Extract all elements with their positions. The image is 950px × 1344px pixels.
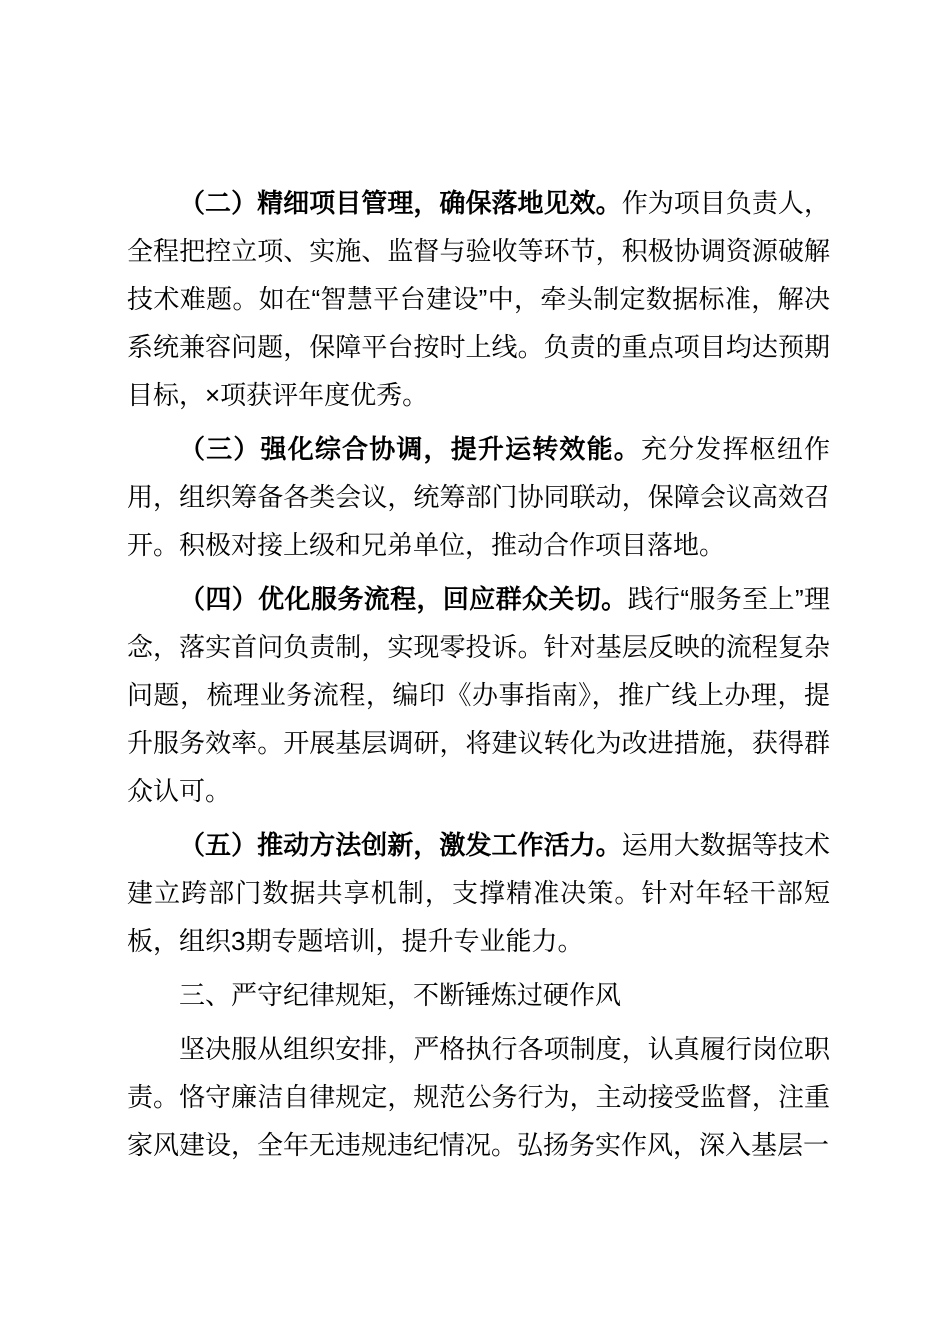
paragraph-part-3-body [127, 1025, 830, 1169]
paragraph-section-2-text: 作为项目负责人，全程把控立项、实施、监督与验收等环节，积极协调资源破解技术难题。如在“智慧平台建设”中，牵头制定数据标准，解决系统兼容问题，保障平台按时上线。负责的重点项目均达预期目标，×项获评年度优秀。 [127, 188, 830, 410]
paragraph-section-5-lead: （五）推动方法创新，激发工作活力。 [179, 830, 622, 860]
paragraph-section-3 [127, 425, 830, 569]
paragraph-section-5-text: 运用大数据等技术建立跨部门数据共享机制，支撑精准决策。针对年轻干部短板，组织3期专题培训，提升专业能力。 [127, 830, 830, 956]
paragraph-section-4-lead: （四）优化服务流程，回应群众关切。 [179, 584, 628, 614]
heading-part-3 [127, 971, 830, 1019]
heading-part-3-text: 三、严守纪律规矩，不断锤炼过硬作风 [179, 980, 622, 1010]
document-body [127, 179, 830, 1169]
paragraph-part-3-text: 坚决服从组织安排，严格执行各项制度，认真履行岗位职责。恪守廉洁自律规定，规范公务行为，主动接受监督，注重家风建设，全年无违规违纪情况。弘扬务实作风，深入基层一 [127, 1034, 830, 1160]
paragraph-section-3-text: 充分发挥枢纽作用，组织筹备各类会议，统筹部门协同联动，保障会议高效召开。积极对接上级和兄弟单位，推动合作项目落地。 [127, 434, 830, 560]
paragraph-section-2-lead: （二）精细项目管理，确保落地见效。 [179, 188, 622, 218]
paragraph-section-4-text: 践行“服务至上”理念，落实首问负责制，实现零投诉。针对基层反映的流程复杂问题，梳理业务流程，编印《办事指南》，推广线上办理，提升服务效率。开展基层调研，将建议转化为改进措施，获得群众认可。 [127, 584, 830, 806]
paragraph-section-2 [127, 179, 830, 419]
paragraph-section-5 [127, 821, 830, 965]
paragraph-section-4 [127, 575, 830, 815]
paragraph-section-3-lead: （三）强化综合协调，提升运转效能。 [179, 434, 641, 464]
